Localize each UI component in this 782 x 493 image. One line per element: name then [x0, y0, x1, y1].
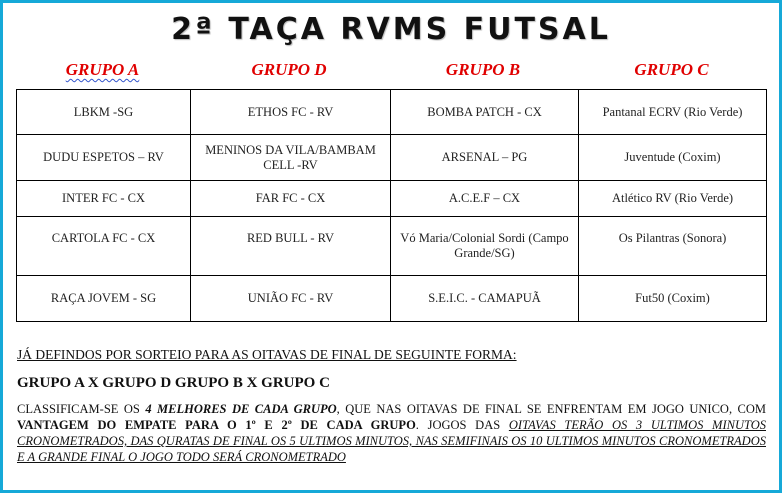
- draw-note: JÁ DEFINDOS POR SORTEIO PARA AS OITAVAS DE FINAL DE SEGUINTE FORMA:: [17, 347, 517, 362]
- team-cell: CARTOLA FC - CX: [17, 217, 191, 276]
- team-cell: DUDU ESPETOS – RV: [17, 135, 191, 181]
- team-cell: Fut50 (Coxim): [579, 276, 767, 322]
- team-cell: A.C.E.F – CX: [391, 181, 579, 217]
- team-cell: UNIÃO FC - RV: [191, 276, 391, 322]
- team-cell: MENINOS DA VILA/BAMBAM CELL -RV: [191, 135, 391, 181]
- rules-paragraph: [17, 401, 766, 465]
- team-cell: BOMBA PATCH - CX: [391, 90, 579, 135]
- table-row: [17, 90, 767, 135]
- groups-table: [16, 89, 767, 322]
- rules-text: . JOGOS DAS: [415, 418, 509, 432]
- rules-text: , QUE NAS OITAVAS DE FINAL SE ENFRENTAM EM JOGO UNICO, COM: [336, 402, 767, 416]
- team-cell: Atlético RV (Rio Verde): [579, 181, 767, 217]
- table-row: [17, 217, 767, 276]
- rules-text: CLASSIFICAM-SE OS: [17, 402, 146, 416]
- team-cell: Vó Maria/Colonial Sordi (Campo Grande/SG): [391, 217, 579, 276]
- page-title: 2ª TAÇA RVMS FUTSAL: [171, 12, 611, 47]
- team-cell: LBKM -SG: [17, 90, 191, 135]
- team-cell: RAÇA JOVEM - SG: [17, 276, 191, 322]
- team-cell: Os Pilantras (Sonora): [579, 217, 767, 276]
- team-cell: FAR FC - CX: [191, 181, 391, 217]
- team-cell: S.E.I.C. - CAMAPUÃ: [391, 276, 579, 322]
- team-cell: Juventude (Coxim): [579, 135, 767, 181]
- group-headers: [16, 60, 766, 84]
- group-b-header: GRUPO B: [445, 60, 521, 79]
- rules-highlight: VANTAGEM DO EMPATE PARA O 1º E 2º DE CADA GRUPO: [17, 418, 416, 432]
- matchups-heading: GRUPO A X GRUPO D GRUPO B X GRUPO C: [17, 375, 330, 391]
- group-a-header: GRUPO A: [65, 60, 140, 79]
- team-cell: ETHOS FC - RV: [191, 90, 391, 135]
- team-cell: Pantanal ECRV (Rio Verde): [579, 90, 767, 135]
- group-c-header: GRUPO C: [634, 60, 709, 79]
- group-d-header: GRUPO D: [251, 60, 327, 79]
- rules-highlight: 4 MELHORES DE CADA GRUPO: [145, 402, 337, 416]
- rules-timing: OITAVAS TERÃO OS 3 ULTIMOS MINUTOS CRONOMETRADOS, DAS QURATAS DE FINAL OS 5 ULTIMOS MINUTOS, NAS SEMIFINAIS OS 10 ULTIMOS MINUTOS CRONOMETRADOS E A GRANDE FINAL O JOGO TODO SERÁ CRONOMETRADO: [17, 418, 766, 464]
- team-cell: INTER FC - CX: [17, 181, 191, 217]
- table-row: [17, 276, 767, 322]
- team-cell: RED BULL - RV: [191, 217, 391, 276]
- table-row: [17, 135, 767, 181]
- team-cell: ARSENAL – PG: [391, 135, 579, 181]
- table-row: [17, 181, 767, 217]
